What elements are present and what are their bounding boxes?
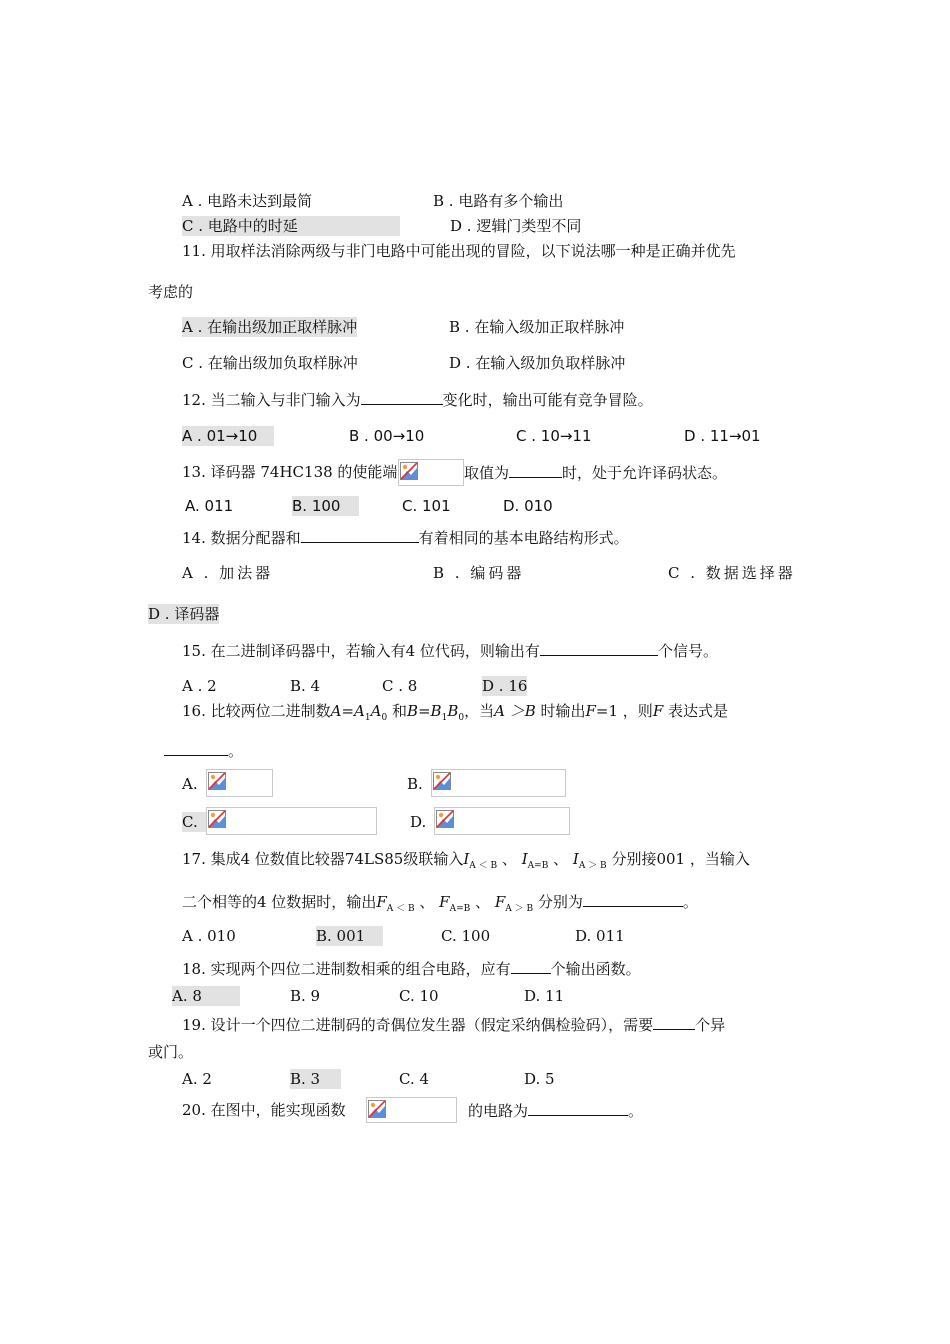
q10-option-d: D . 逻辑门类型不同 (450, 217, 582, 235)
q16-stem-a: 16. 比较两位二进制数 (182, 702, 331, 720)
q17-f1-sub: A ＜ B (386, 904, 415, 914)
q16-sub-a1: 1 (364, 713, 371, 723)
q16-option-d: D. (410, 813, 427, 831)
q12-blank (361, 389, 443, 405)
q17-f2: F (439, 893, 450, 911)
q17-f3-sub: A ＞ B (505, 904, 534, 914)
q17-f1: F (376, 893, 387, 911)
q16-option-b: B. (407, 775, 423, 793)
broken-image-icon (368, 1100, 386, 1118)
q17-option-d: D. 011 (575, 927, 625, 945)
q17-line2-a: 二个相等的4 位数据时，输出 (182, 893, 377, 911)
q16-line2-tail: 。 (228, 742, 244, 760)
q16-option-a: A. (182, 775, 198, 793)
q16-var-a: A=A (330, 702, 365, 720)
q15-stem (182, 640, 718, 661)
q19-stem-a: 19. 设计一个四位二进制码的奇偶位发生器（假定采纳偶检验码），需要 (182, 1016, 654, 1034)
q18-option-b: B. 9 (290, 987, 321, 1005)
q13-stem-b: 取值为 (464, 464, 510, 482)
q12-option-d: D . 11→01 (684, 427, 761, 445)
q11-option-d: D . 在输入级加负取样脉冲 (449, 354, 626, 372)
q12-stem-a: 12. 当二输入与非门输入为 (182, 391, 361, 409)
q19-line2: 或门。 (148, 1043, 194, 1061)
broken-image-icon (400, 462, 418, 480)
q17-i3-sub: A ＞ B (578, 861, 607, 871)
q16-option-c-image (206, 807, 377, 835)
q18-option-c: C. 10 (399, 987, 439, 1005)
q20-stem-b: 的电路为 (468, 1102, 529, 1120)
q18-blank (511, 958, 551, 974)
q16-option-b-image (431, 769, 566, 797)
q14-blank (301, 527, 419, 543)
q18-stem (182, 958, 641, 979)
q16-stem-when: ，当 (464, 702, 495, 720)
q13-option-d: D. 010 (503, 497, 553, 515)
q13-option-c: C. 101 (402, 497, 451, 515)
q15-blank (540, 640, 658, 656)
q10-option-c: C . 电路中的时延 (182, 216, 400, 236)
q13-option-a: A. 011 (185, 497, 234, 515)
q20-blank (528, 1100, 628, 1116)
q20-end: 。 (628, 1102, 644, 1120)
q13-stem-rest (464, 462, 727, 483)
q16-f2: F (652, 702, 664, 720)
q17-sep1: 、 (501, 850, 517, 868)
q11-stem-line2: 考虑的 (148, 283, 194, 301)
q15-option-b: B. 4 (290, 677, 321, 695)
q19-blank (653, 1014, 695, 1030)
q12-option-c: C . 10→11 (516, 427, 592, 445)
q17-i2-sub: A=B (527, 861, 549, 871)
q19-stem (182, 1014, 725, 1035)
q13-stem-c: 时，处于允许译码状态。 (562, 464, 728, 482)
q16-stem-end: 表达式是 (663, 702, 729, 720)
q12-stem (182, 389, 653, 410)
q13-blank (509, 462, 562, 478)
q16-var-a0: A (370, 702, 382, 720)
q16-fout: F (585, 702, 596, 720)
q15-option-d: D . 16 (482, 677, 528, 695)
q14-option-b: B . 编码器 (433, 564, 525, 582)
q13-stem-a: 13. 译码器 74HC138 的使能端 (182, 463, 398, 481)
broken-image-icon (436, 810, 454, 828)
q13-option-b: B. 100 (292, 496, 359, 516)
q17-sep2: 、 (553, 850, 569, 868)
q17-stem-b: 分别接001 ，当输入 (611, 850, 750, 868)
q16-option-a-image (206, 769, 273, 797)
q17-option-b: B. 001 (316, 926, 383, 946)
q16-var-b0: B (447, 702, 459, 720)
q12-option-a: A . 01→10 (182, 426, 274, 446)
q18-option-a: A. 8 (172, 986, 240, 1006)
q14-option-d: D . 译码器 (148, 605, 220, 623)
q16-cond: A ＞B (494, 702, 536, 720)
broken-image-icon (208, 772, 226, 790)
q17-option-c: C. 100 (441, 927, 491, 945)
q14-option-a: A . 加法器 (182, 564, 274, 582)
q16-sub-b0: 0 (458, 713, 465, 723)
q19-option-a: A. 2 (182, 1070, 212, 1088)
q16-blank (164, 740, 228, 756)
q20-function-image (366, 1097, 457, 1123)
q17-i1-sub: A ＜ B (469, 861, 498, 871)
q11-option-c: C . 在输出级加负取样脉冲 (182, 354, 358, 372)
q20-stem-a: 20. 在图中，能实现函数 (182, 1101, 346, 1119)
q17-line2-b: 分别为 (537, 893, 583, 911)
q14-option-c: C . 数据选择器 (668, 564, 796, 582)
q19-option-c: C. 4 (399, 1070, 430, 1088)
q19-option-b: B. 3 (290, 1069, 341, 1089)
q18-option-d: D. 11 (524, 987, 565, 1005)
q10-option-b: B . 电路有多个输出 (433, 192, 564, 210)
q15-option-a: A . 2 (182, 677, 217, 695)
q11-option-a: A . 在输出级加正取样脉冲 (182, 318, 358, 336)
q14-stem-b: 有着相同的基本电路结构形式。 (418, 529, 629, 547)
q16-stem-eq1: =1 ，则 (595, 702, 653, 720)
q17-i3: I (572, 850, 579, 868)
q17-stem-line2 (182, 891, 698, 919)
q18-stem-b: 个输出函数。 (550, 960, 641, 978)
q12-option-b: B . 00→10 (349, 427, 425, 445)
q17-f2-sub: A=B (449, 904, 471, 914)
q17-blank (583, 891, 683, 907)
q20-stem-rest (468, 1100, 643, 1121)
q14-stem-a: 14. 数据分配器和 (182, 529, 301, 547)
q16-stem-out: 时输出 (535, 702, 586, 720)
q16-sub-b1: 1 (441, 713, 448, 723)
q14-stem (182, 527, 629, 548)
broken-image-icon (433, 772, 451, 790)
q16-stem-and: 和 (387, 702, 407, 720)
q16-var-b: B=B (406, 702, 442, 720)
q16-stem (182, 701, 728, 728)
q17-i1: I (463, 850, 470, 868)
q17-f3: F (494, 893, 506, 911)
q15-option-c: C . 8 (382, 677, 418, 695)
q13-enable-image (398, 459, 464, 486)
q10-option-a: A . 电路未达到最简 (182, 192, 313, 210)
q15-stem-a: 15. 在二进制译码器中，若输入有4 位代码，则输出有 (182, 642, 540, 660)
q15-stem-b: 个信号。 (657, 642, 718, 660)
q17-sep3: 、 (419, 893, 435, 911)
q19-stem-b: 个异 (695, 1016, 726, 1034)
q16-line2 (164, 740, 243, 761)
q17-stem-line1 (182, 849, 750, 876)
q16-option-c: C. (182, 812, 208, 832)
broken-image-icon (208, 810, 226, 828)
q11-stem-line1: 11. 用取样法消除两级与非门电路中可能出现的冒险，以下说法哪一种是正确并优先 (182, 242, 736, 260)
q16-option-d-image (434, 807, 570, 835)
q17-sep4: 、 (475, 893, 491, 911)
q17-option-a: A . 010 (182, 927, 236, 945)
q11-option-b: B . 在输入级加正取样脉冲 (449, 318, 625, 336)
q17-line2-end: 。 (682, 893, 698, 911)
q19-option-d: D. 5 (524, 1070, 555, 1088)
q17-stem-a: 17. 集成4 位数值比较器74LS85级联输入 (182, 850, 464, 868)
q12-stem-b: 变化时，输出可能有竞争冒险。 (442, 391, 653, 409)
q16-sub-a0: 0 (381, 713, 388, 723)
q18-stem-a: 18. 实现两个四位二进制数相乘的组合电路，应有 (182, 960, 511, 978)
q17-i2: I (521, 850, 528, 868)
